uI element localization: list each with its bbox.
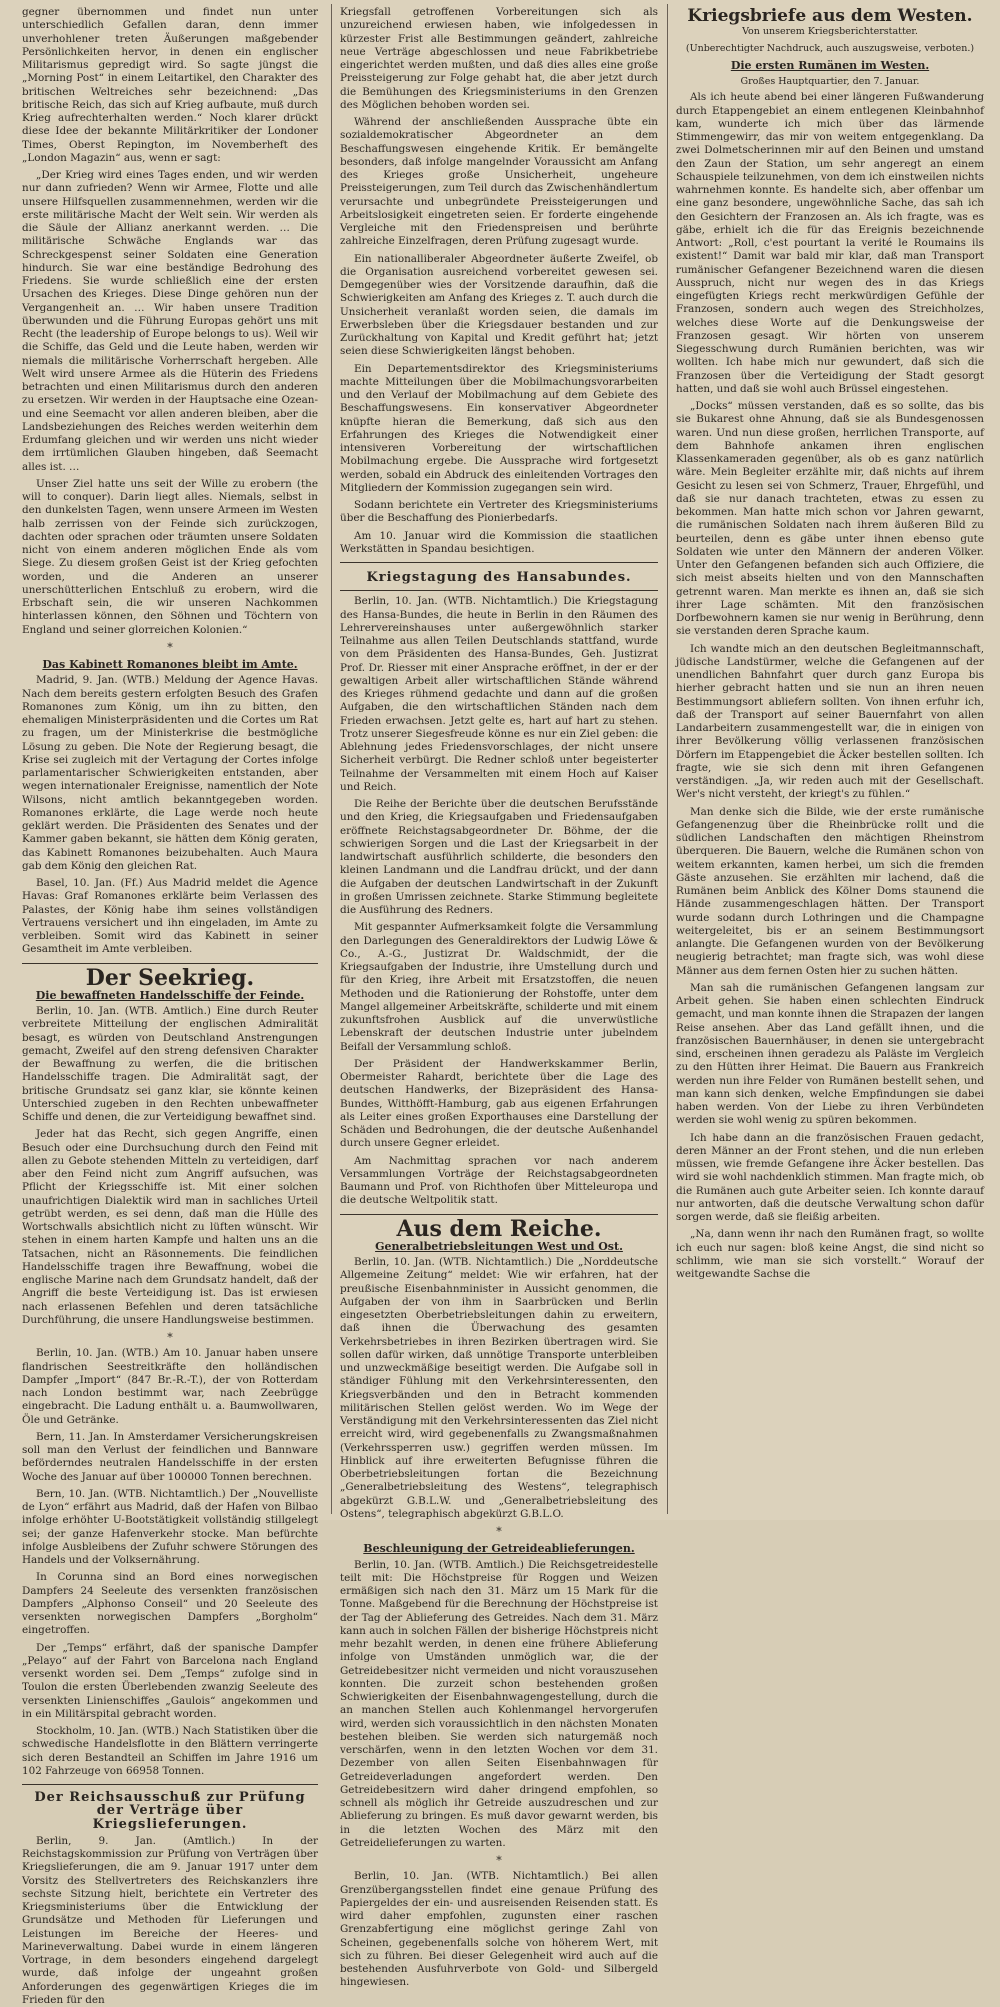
- article-paragraph: In Corunna sind an Bord eines norwegischen Dampfers 24 Seeleute des versenkten französischen Dampfers „Alphonso Conseil“ und 20 Seeleute des versenkten norwegischen Dampfers „Borgholm“ eingetroffen.: [22, 1571, 318, 1637]
- article-paragraph: Unser Ziel hatte uns seit der Wille zu erobern (the will to conquer). Darin liegt alles. Niemals, selbst in den dunkelsten Tagen, wenn unsere Armeen im Westen halb zerrissen von der Feinde sich zurückzogen, dachten oder sprachen oder träumten unsere Soldaten nicht von einem anderen möglichen Ende als vom Siege. Zu diesem großen Geist ist der Krieg gefochten worden, und die Anderen an unserer unerschütterlichen Entschluß zu erobern, wird die Erbschaft sein, die wir unseren Nachkommen hinterlassen können, den Söhnen und Töchtern von England und seiner glorreichen Kolonien.“: [22, 477, 318, 636]
- column-right: [676, 6, 984, 1512]
- article-paragraph: Berlin, 10. Jan. (WTB. Nichtamtlich.) Bei allen Grenzübergangsstellen findet eine genaue Prüfung des Papiergeldes der ein- und ausreisenden Reisenden statt. Es wird daher empfohlen, zugunsten einer raschen Grenzabfertigung eine möglichst geringe Zahl von Scheinen, gegebenenfalls solche von höherem Wert, mit sich zu führen. Bei dieser Gelegenheit wird auch auf die bestehenden Ausfuhrverbote von Gold- und Silbergeld hingewiesen.: [340, 1870, 658, 1989]
- separator-star: *: [496, 1854, 502, 1867]
- article-paragraph: Am Nachmittag sprachen vor nach anderem Versammlungen Vorträge der Reichstagsabgeordneten Baumann und Prof. von Richthofen über Mitteleuropa und die deutsche Weltpolitik statt.: [340, 1154, 658, 1207]
- dateline: Großes Hauptquartier, den 7. Januar.: [740, 76, 920, 87]
- headline: Generalbetriebsleitungen West und Ost.: [375, 1239, 623, 1253]
- article-paragraph: Sodann berichtete ein Vertreter des Kriegsministeriums über die Beschaffung des Pionierbedarfs.: [340, 499, 658, 525]
- column-rule: [331, 4, 332, 1514]
- article-paragraph: Stockholm, 10. Jan. (WTB.) Nach Statistiken über die schwedische Handelsflotte in den Blättern verringerte sich deren Bestandteil an Schiffen im Jahre 1916 um 102 Fahrzeuge von 66958 Tonnen.: [22, 1725, 318, 1777]
- section-rule: [22, 963, 318, 964]
- article-paragraph: Jeder hat das Recht, sich gegen Angriffe, einen Besuch oder eine Durchsuchung durch den Feind mit allen zu Gebote stehenden Mitteln zu verteidigen, darf aber den Feind nicht zum Angriff aufsuchen, was Pflicht der Kriegsschiffe ist. Mit einer solchen unaufrichtigen Dialektik wird man in sachliches Urteil getrübt werden, es sei denn, daß man die Hülle des Wortschwalls absichtlich nicht zu lüften wünscht. Wir stehen in einem harten Kampfe und halten uns an die Tatsachen, nicht an Räsonnements. Die feindlichen Handelsschiffe tragen ihre Bewaffnung, wobei die englische Marine nach dem Grundsatz handelt, daß der Angriff die beste Verteidigung ist. Das ist erwiesen nach erlassenen Befehlen und deren tatsächliche Durchführung, die unsere Handlungsweise bestimmen.: [22, 1128, 318, 1326]
- article-paragraph: Ein Departementsdirektor des Kriegsministeriums machte Mitteilungen über die Mobilmachungsvorarbeiten und den Verlauf der Mobilmachung auf dem Gebiete des Beschaffungswesens. Ein konservativer Abgeordneter knüpfte hieran die Bemerkung, daß sich aus den Erfahrungen des Krieges die Notwendigkeit einer intensiveren Vorbereitung der wirtschaftlichen Mobilmachung ergebe. Die Aussprache wird fortgesetzt werden, sobald ein Abdruck des einleitenden Vortrages den Mitgliedern der Kommission zugegangen sein wird.: [340, 362, 658, 494]
- section-rule: [340, 1214, 658, 1215]
- article-paragraph: Am 10. Januar wird die Kommission die staatlichen Werkstätten in Spandau besichtigen.: [340, 529, 658, 555]
- article-paragraph: Mit gespannter Aufmerksamkeit folgte die Versammlung den Darlegungen des Generaldirektors der Ludwig Löwe & Co., A.-G., Justizrat Dr. Waldschmidt, der die Kriegsaufgaben der Industrie, ihre Umstellung durch und für den Krieg, ihre Arbeit mit Ersatzstoffen, die neuen Methoden und die Rationierung der Rohstoffe, unter dem Mangel allgemeiner Arbeitskräfte, schilderte und mit einem zukunftsfrohen Ausblick auf die unverwüstliche Lebenskraft der deutschen Industrie unter jubelndem Beifall der Versammlung schloß.: [340, 921, 658, 1053]
- headline: Kriegstagung des Hansabundes.: [366, 570, 632, 585]
- section-rule: [340, 562, 658, 591]
- byline: Von unserem Kriegsberichterstatter.: [742, 26, 918, 38]
- article-paragraph: Die Reihe der Berichte über die deutschen Berufsstände und den Krieg, die Kriegsaufgaben und Friedensaufgaben eröffnete Reichstagsabgeordneter Dr. Böhme, der die schwierigen Sorgen und die Last der Kriegsarbeit in der landwirtschaft ausführlich schilderte, die besonders den kleinen Landmann und die Landfrau drückt, und der dann die Aufgaben der deutschen Landwirtschaft in der Zukunft in großen Umrissen zeichnete. Starke Stimmung begleitete die Ausführung des Redners.: [340, 798, 658, 916]
- separator-star: *: [496, 1525, 502, 1538]
- section-title: Der Seekrieg.: [85, 964, 255, 991]
- article-paragraph: „Der Krieg wird eines Tages enden, und wir werden nur dann zufrieden? Wenn wir Armee, Flotte und alle unsere Hilfsquellen zusammennehmen, werden wir die erste militärische Macht der Welt sein. Wir werden als die Säule der Allianz anerkannt werden. … Die militärische Schwäche Englands war das Schreckgespenst seiner Soldaten eine Generation hindurch. Sie war eine beständige Bedrohung des Friedens. Sie wurde schließlich eine der ersten Ursachen des Krieges. Diese Dinge gehören nun der Vergangenheit an. … Wir haben unsere Tradition überwunden und die Führung Europas gehört uns mit Recht (the leadership of Europe belongs to us). Weil wir die Schiffe, das Geld und die Leute haben, werden wir niemals die militärische Vorherrschaft hergeben. Alle Welt wird unsere Armee als die Hüterin des Friedens betrachten und einen Militarismus durch den anderen zu ersetzen. Wir werden in der Hauptsache eine Ozean- und eine Seemacht vor allen anderen bleiben, aber die Landsbeziehungen des Reiches werden weiterhin dem Erdumfang gleichen und wir werden uns nicht wieder dem irrtümlichen Glauben hingeben, daß Seemacht alles ist. …: [22, 169, 318, 473]
- article-paragraph: Berlin, 10. Jan. (WTB.) Am 10. Januar haben unsere flandrischen Seestreitkräfte den holländischen Dampfer „Import“ (847 Br.-R.-T.), der von Rotterdam nach London bestimmt war, nach Zeebrügge eingebracht. Die Ladung enthält u. a. Baumwollwaren, Öle und Getränke.: [22, 1347, 318, 1426]
- article-paragraph: Basel, 10. Jan. (Ff.) Aus Madrid meldet die Agence Havas: Graf Romanones erklärte beim Verlassen des Palastes, der König habe ihm seines vollständigen Vertrauens versichert und ihn eingeladen, im Amte zu verbleiben. Somit wird das Kabinett in seiner Gesamtheit im Amte verbleiben.: [22, 877, 318, 956]
- article-paragraph: Bern, 11. Jan. In Amsterdamer Versicherungskreisen soll man den Verlust der feindlichen und Bannware beförderndes neutralen Handelsschiffe in der ersten Woche des Januar auf über 100000 Tonnen berechnen.: [22, 1430, 318, 1483]
- article-paragraph: Berlin, 10. Jan. (WTB. Amtlich.) Die Reichsgetreidestelle teilt mit: Die Höchstpreise für Roggen und Weizen ermäßigen sich nach den 31. März um 15 Mark für die Tonne. Maßgebend für die Berechnung der Höchstpreise ist der Tag der Ablieferung des Getreides. Nach dem 31. März kann auch in solchen Fällen der bisherige Höchstpreis nicht mehr bezahlt werden, in denen eine frühere Ablieferung infolge von Umständen unmöglich war, die der Getreidebesitzer nicht vermeiden und nicht vorauszusehen konnten. Die zurzeit schon bestehenden großen Schwierigkeiten der Eisenbahnwagengestellung, durch die an manchen Stellen auch Kohlenmangel hervorgerufen wird, werden sich voraussichtlich in den nächsten Monaten bestehen bleiben. Sie werden sich naturgemäß noch verschärfen, wenn in den letzten Wochen vor dem 31. Dezember von allen Seiten Eisenbahnwagen für Getreideverladungen angefordert werden. Den Getreidebesitzern wird daher dringend empfohlen, so schnell als möglich ihr Getreide auszudreschen und zur Ablieferung zu bringen. Es muß davor gewarnt werden, bis in die letzten Wochen des März mit den Getreidelieferungen zu warten.: [340, 1558, 658, 1849]
- article-paragraph: Madrid, 9. Jan. (WTB.) Meldung der Agence Havas. Nach dem bereits gestern erfolgten Besuch des Grafen Romanones zum König, um ihn zu bitten, den ehemaligen Ministerpräsidenten und die Cortes um Rat zu fragen, um der Ministerkrise die bestmögliche Lösung zu geben. Die Note der Regierung besagt, die Krise sei zugleich mit der Vertagung der Cortes infolge parlamentarischer Schwierigkeiten entstanden, aber wegen internationaler Ereignisse, namentlich der Note Wilsons, nicht amtlich bekanntgegeben worden. Romanones erklärte, die Lage werde noch heute geklärt werden. Die Präsidenten des Senates und der Kammer gaben bekannt, sie hätten dem König geraten, das Kabinett Romanones beizubehalten. Auch Maura gab dem König den gleichen Rat.: [22, 674, 318, 872]
- separator-star: *: [167, 1331, 173, 1344]
- column-rule: [667, 4, 668, 1514]
- article-paragraph: Während der anschließenden Aussprache übte ein sozialdemokratischer Abgeordneter an dem Beschaffungswesen eingehende Kritik. Er bemängelte besonders, daß infolge mangelnder Voraussicht am Anfang des Krieges große Unsicherheit, ungeheure Preissteigerungen, zum Teil durch das Zwischenhändlertum verursachte und unbegründete Preissteigerungen und Arbeitslosigkeit eingetreten seien. Er forderte eingehende Vergleiche mit den Friedenspreisen und berührte zahlreiche Einzelfragen, deren Prüfung zugesagt wurde.: [340, 116, 658, 248]
- headline: Die bewaffneten Handelsschiffe der Feinde.: [35, 988, 305, 1002]
- headline: Der Reichsausschuß zur Prüfung der Verträge über Kriegslieferungen.: [34, 1790, 306, 1832]
- article-paragraph: Kriegsfall getroffenen Vorbereitungen sich als unzureichend erwiesen haben, wie infolgedessen in kürzester Frist alle Bestimmungen geändert, zahlreiche neue Verträge abgeschlossen und neue Fabrikbetriebe eingerichtet werden mußten, und daß dies alles eine große Preissteigerung zur Folge gehabt hat, die aber jetzt durch die Bemühungen des Kriegsministeriums in den Grenzen des Möglichen behoben worden sei.: [340, 6, 658, 111]
- headline: Die ersten Rumänen im Westen.: [730, 58, 930, 72]
- article-paragraph: Man sah die rumänischen Gefangenen langsam zur Arbeit gehen. Sie haben einen schlechten Eindruck gemacht, und man konnte ihnen die Strapazen der langen Reise ansehen. Aber das Land gefällt ihnen, und die französischen Bauernhäuser, in denen sie untergebracht sind, erscheinen ihnen geradezu als Paläste im Vergleich zu den Hütten ihrer Heimat. Die Bauern aus Frankreich werden nun ihre Felder von Rumänen bestellt sehen, und man kann sich denken, welche Empfindungen sie dabei haben werden. Von der Liebe zu ihren Verbündeten werden sie wohl wenig zu spüren bekommen.: [676, 981, 984, 1127]
- article-paragraph: Bern, 10. Jan. (WTB. Nichtamtlich.) Der „Nouvelliste de Lyon“ erfährt aus Madrid, daß der Hafen von Bilbao infolge erhöhter U-Bootstätigkeit vollständig stillgelegt sei; der ganze Hafenverkehr stocke. Man befürchte infolge Ausbleibens der Zufuhr schwere Störungen des Handels und der Volksernährung.: [22, 1487, 318, 1566]
- section-title: Aus dem Reiche.: [396, 1215, 602, 1242]
- article-paragraph: „Na, dann wenn ihr nach den Rumänen fragt, so wollte ich euch nur sagen: bloß keine Angst, die sind nicht so schlimm, wie man sie sich vorstellt.“ Worauf der weitgewandte Sachse die: [676, 1228, 984, 1280]
- feature-title: Kriegsbriefe aus dem Westen.: [687, 6, 973, 26]
- article-paragraph: gegner übernommen und findet nun unter unterschiedlich Gefallen daran, denn immer unverhohlener treten Äußerungen maßgebender Persönlichkeiten hervor, in denen ein englischer Militarismus gepredigt wird. So sagte jüngst die „Morning Post“ in einem Leitartikel, den Charakter des britischen Weltreiches sehr bezeichnend: „Das britische Reich, das sich auf Krieg aufbaute, muß durch Krieg aufrechterhalten werden.“ Noch klarer drückt diese Idee der bekannte Militärkritiker der Londoner Times, Oberst Repington, im Novemberheft des „London Magazin“ aus, wenn er sagt:: [22, 6, 318, 164]
- article-paragraph: Als ich heute abend bei einer längeren Fußwanderung durch Etappengebiet an einem entlegenen Kleinbahnhof kam, wunderte ich mich über das lärmende Stimmengewirr, das mir von weitem entgegenklang. Da zwei Dolmetscherinnen mir auf den Beinen und umstand den Zaun der Station, um sehr angeregt an einem Schauspiele teilzunehmen, von dem ich einstweilen nichts wahrnehmen konnte. Es handelte sich, aber offenbar um eine ganz besondere, ungewöhnliche Sache, das sah ich den Gesichtern der Franzosen an. Als ich fragte, was es gäbe, erhielt ich die für das Ereignis bezeichnende Antwort: „Roll, c'est pourtant la verité le Roumains ils existent!“ Damit war bald mir klar, daß man Transport rumänischer Gefangener Bezeichnend waren die diesen Ausspruch, nicht nur wegen des in das Kriegs eingefügten Kriegs recht merkwürdigen Gefühle der Franzosen, sondern auch wegen des Streichholzes, welches diese Worte auf die Denkungsweise der Franzosen gesagt. Wir hörten von unserem Siegesschwung durch Rumänien berichten, was wir wollten. Ich habe mich nur gewundert, daß sich die Franzosen über die Verteidigung der Stadt gesorgt hatten, und daß sie wohl auch Brüssel eingestehen.: [676, 91, 984, 395]
- article-paragraph: Berlin, 10. Jan. (WTB. Nichtamtlich.) Die „Norddeutsche Allgemeine Zeitung“ meldet: Wie wir erfahren, hat der preußische Eisenbahnminister in Aussicht genommen, die Aufgaben der von ihm in Saarbrücken und Berlin eingesetzten Oberbetriebsleitungen dahin zu erweitern, daß ihnen die Überwachung des gesamten Verkehrsbetriebes in ihren Bezirken übertragen wird. Sie sollen dafür wirken, daß unnötige Transporte unterbleiben und unzweckmäßige beseitigt werden. Die Aufgabe soll in ständiger Fühlung mit den Verkehrsinteressenten, den Kriegsverbänden und den in Betracht kommenden militärischen Stellen gelöst werden. Wo im Wege der Verständigung mit den Verkehrsinteressenten das Ziel nicht erreicht wird, wird gegebenenfalls zu Zwangsmaßnahmen (Verkehrssperren usw.) gegriffen werden müssen. Im Hinblick auf ihre erweiterten Befugnisse führen die Oberbetriebsleitungen fortan die Bezeichnung „Generalbetriebsleitung des Westens“, telegraphisch abgekürzt G.B.L.W. und „Generalbetriebsleitung des Ostens“, telegraphisch abgekürzt G.B.L.O.: [340, 1256, 658, 1520]
- article-paragraph: Ich wandte mich an den deutschen Begleitmannschaft, jüdische Landstürmer, welche die Gefangenen auf der unendlichen Bahnfahrt quer durch ganz Europa bis hierher gebracht hatten und sie nun an ihren neuen Bestimmungsort abliefern sollten. Von ihnen erfuhr ich, daß der Transport auf seiner Bauernfahrt von allen Landarbeitern zusammengestellt war, die in einigen von ihrer Bevölkerung völlig verlassenen französischen Dörfern im Etappengebiet die Äcker bestellen sollten. Ich fragte, wie sie sich denn mit ihren Gefangenen verständigen. „Ja, wir reden auch mit der Gesellschaft. Wer's nicht versteht, der kriegt's zu fühlen.“: [676, 642, 984, 801]
- article-paragraph: Berlin, 10. Jan. (WTB. Amtlich.) Eine durch Reuter verbreitete Mitteilung der englischen Admiralität besagt, es würden von Deutschland Anstrengungen gemacht, Zweifel auf den streng defensiven Charakter der Bewaffnung zu werfen, die die britischen Handelsschiffe tragen. Die Admiralität sagt, der britische Grundsatz sei ganz klar, sie könnte keinen Unterschied zugeben in den Rechten unbewaffneter Schiffe und denen, die zur Verteidigung bewaffnet sind.: [22, 1005, 318, 1123]
- column-left: [22, 6, 318, 2006]
- article-paragraph: Der „Temps“ erfährt, daß der spanische Dampfer „Pelayo“ auf der Fahrt von Barcelona nach England versenkt worden sei. Dem „Temps“ zufolge sind in Toulon die ersten Überlebenden zwanzig Seeleute des versenkten Linienschiffes „Gaulois“ angekommen und in ein Militärspital gebracht worden.: [22, 1641, 318, 1720]
- article-paragraph: Ein nationalliberaler Abgeordneter äußerte Zweifel, ob die Organisation ausreichend vorbereitet gewesen sei. Demgegenüber wies der Vorsitzende daraufhin, daß die Schwierigkeiten am Anfang des Krieges z. T. auch durch die Unsicherheit veranlaßt worden seien, die damals im Erwerbsleben über die Kriegsdauer bestanden und zur Zurückhaltung von Kapital und Kredit geführt hat; jetzt seien diese Schwierigkeiten längst behoben.: [340, 252, 658, 358]
- column-middle: [340, 6, 658, 1989]
- reprint-notice: (Unberechtigter Nachdruck, auch auszugsweise, verboten.): [685, 42, 975, 54]
- article-paragraph: „Docks“ müssen verstanden, daß es so sollte, das bis sie Bukarest ohne Ahnung, daß sie als Bundesgenossen waren. Und nun diese großen, herrlichen Transporte, auf dem Bahnhofe ankamen ihren englischen Klassenkameraden gegenüber, als ob es ganz natürlich wäre. Mein Begleiter erzählte mir, daß nichts auf ihrem Gesicht zu lesen sei von Schmerz, Trauer, Ehrgefühl, und daß sie nur danach trachteten, etwas zu essen zu bekommen. Man hatte mich schon vor Jahren gewarnt, die rumänischen Soldaten nach ihrem äußeren Bild zu beurteilen, denn es gäbe unter ihnen ebenso gute Soldaten wie unter den Männern der anderen Völker. Unter den Gefangenen befanden sich auch Offiziere, die sich meist abseits hielten und von den Mannschaften getrennt waren. Man merkte es ihnen an, daß sie sich ihrer Lage schämten. Mit den französischen Dorfbewohnern kamen sie nur wenig in Berührung, denn sie verstanden deren Sprache kaum.: [676, 400, 984, 638]
- headline: Das Kabinett Romanones bleibt im Amte.: [42, 658, 298, 671]
- article-paragraph: Berlin, 9. Jan. (Amtlich.) In der Reichstagskommission zur Prüfung von Verträgen über Kriegslieferungen, die am 9. Januar 1917 unter dem Vorsitz des Stellvertreters des Reichskanzlers ihre sechste Sitzung hielt, berichtete ein Vertreter des Kriegsministeriums über die Entwicklung der Grundsätze und Methoden für Lieferungen und Leistungen im Bereiche der Heeres- und Marineverwaltung. Dabei wurde in einem längeren Vortrage, in dem besonders eingehend dargelegt wurde, daß infolge der ungeahnt großen Anforderungen des gegenwärtigen Krieges die im Frieden für den: [22, 1834, 318, 2006]
- separator-star: *: [167, 640, 173, 654]
- headline: Beschleunigung der Getreideablieferungen.: [363, 1542, 635, 1556]
- section-rule: [22, 1784, 318, 1785]
- article-paragraph: Man denke sich die Bilde, wie der erste rumänische Gefangenenzug über die Rheinbrücke rollt und die südlichen Landschaften den mächtigen Rheinstrom überqueren. Die Bauern, welche die Rumänen schon von weitem erkannten, kamen herbei, um sich die fremden Gäste anzusehen. Sie erzählten mir lachend, daß die Rumänen beim Anblick des Kölner Doms staunend die Hände zusammengeschlagen hätten. Der Transport wurde sodann durch Lothringen und die Champagne weitergeleitet, bis er an seinem Bestimmungsort anlangte. Die Gefangenen wurden von der Bevölkerung neugierig betrachtet; man fragte sich, was wohl diese Männer aus dem fernen Osten hier zu suchen hätten.: [676, 805, 984, 977]
- article-paragraph: Der Präsident der Handwerkskammer Berlin, Obermeister Rahardt, berichtete über die Lage des deutschen Handwerks, der Bizepräsident des Hansa-Bundes, Witthöfft-Hamburg, gab aus eigenen Erfahrungen als Leiter eines großen Exporthauses eine Darstellung der Schäden und Bedrohungen, die der deutsche Außenhandel durch unsere Gegner erleidet.: [340, 1057, 658, 1150]
- article-paragraph: Berlin, 10. Jan. (WTB. Nichtamtlich.) Die Kriegstagung des Hansa-Bundes, die heute in Berlin in den Räumen des Lehrervereinshauses unter außergewöhnlich starker Teilnahme aus allen Teilen Deutschlands stattfand, wurde von dem Präsidenten des Hansa-Bundes, Geh. Justizrat Prof. Dr. Riesser mit einer Ansprache eröffnet, in der er der gewaltigen Arbeit aller wirtschaftlichen Stände während des Krieges rühmend gedachte und dann auf die großen Aufgaben, die den wirtschaftlichen Ständen nach dem Frieden erwachsen. Jetzt gelte es, hart auf hart zu stehen. Trotz unserer Siegesfreude könne es nur ein Ziel geben: die Ablehnung jedes Friedensvorschlages, der nicht unsere Sicherheit verbürgt. Die Redner schloß unter begeisterter Teilnahme der Versammelten mit einem Hoch auf Kaiser und Reich.: [340, 595, 658, 793]
- article-paragraph: Ich habe dann an die französischen Frauen gedacht, deren Männer an der Front stehen, und die nun erleben müssen, wie fremde Gefangene ihre Äcker bestellen. Das wird sie wohl nachdenklich stimmen. Man fragte mich, ob die Rumänen auch gute Arbeiter seien. Ich konnte darauf nur antworten, daß die deutsche Verwaltung schon dafür sorgen werde, daß sie fleißig arbeiten.: [676, 1131, 984, 1223]
